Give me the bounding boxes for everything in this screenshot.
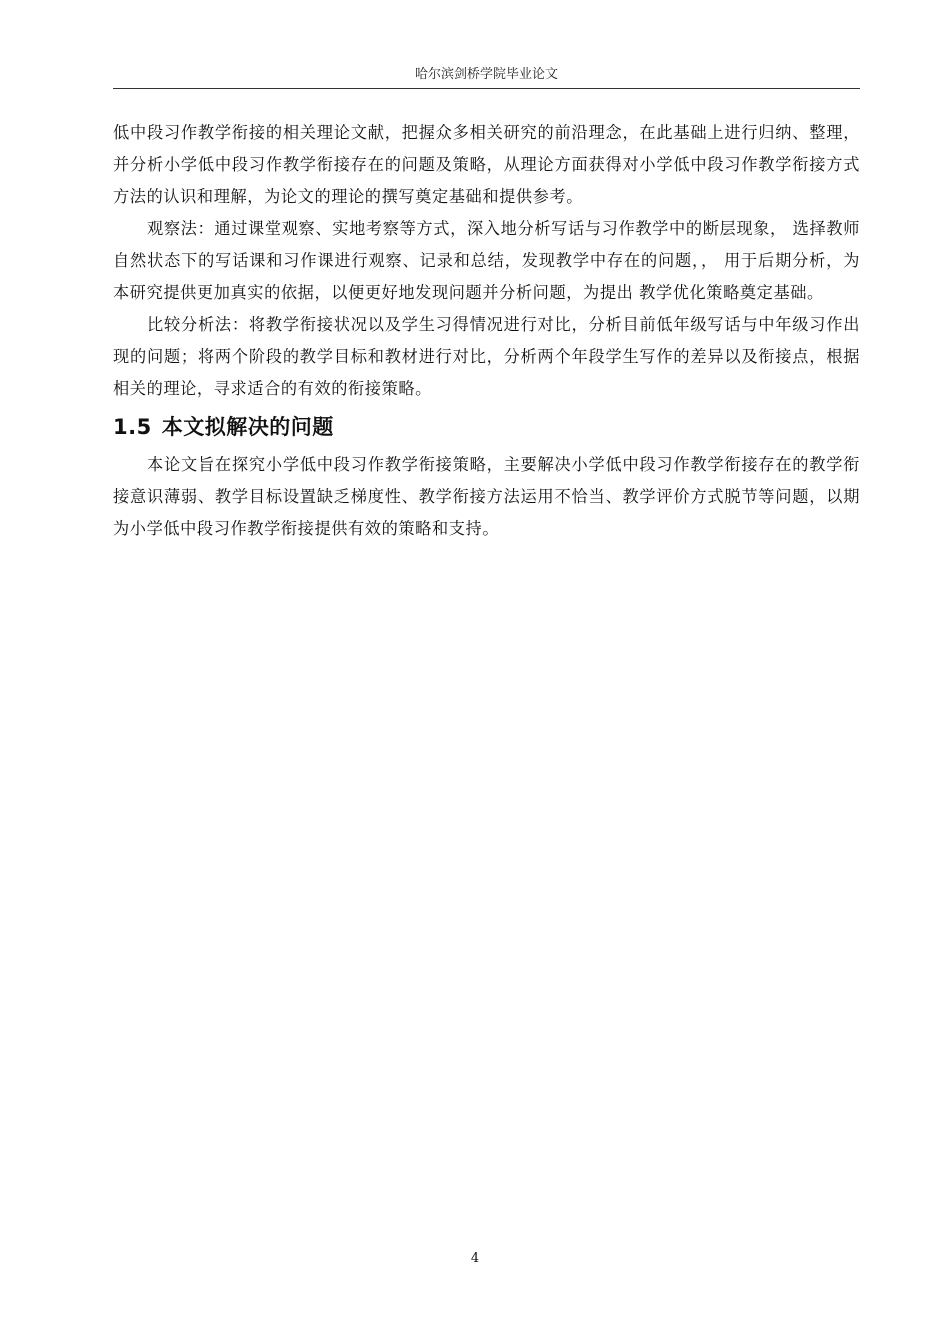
section-number: 1.5 — [113, 415, 152, 439]
paragraph-observation-method: 观察法：通过课堂观察、实地考察等方式，深入地分析写话与习作教学中的断层现象， 选择教师自然状态下的写话课和习作课进行观察、记录和总结，发现教学中存在的问题，， 用于后期分析，为本研究提供更加真实的依据，以便更好地发现问题并分析问题，为提出 教学优化策略奠定基础。 — [113, 219, 860, 302]
running-header: 哈尔滨剑桥学院毕业论文 — [414, 67, 558, 82]
body-content — [113, 117, 860, 545]
paragraph-literature-continuation: 低中段习作教学衔接的相关理论文献，把握众多相关研究的前沿理念，在此基础上进行归纳、整理，并分析小学低中段习作教学衔接存在的问题及策略，从理论方面获得对小学低中段习作教学衔接方式方法的认识和理解，为论文的理论的撰写奠定基础和提供参考。 — [113, 123, 860, 206]
paragraph-problems-to-solve: 本论文旨在探究小学低中段习作教学衔接策略，主要解决小学低中段习作教学衔接存在的教学衔接意识薄弱、教学目标设置缺乏梯度性、教学衔接方法运用不恰当、教学评价方式脱节等问题，以期为小学低中段习作教学衔接提供有效的策略和支持。 — [113, 455, 860, 538]
page-number: 4 — [470, 1251, 480, 1266]
section-title: 本文拟解决的问题 — [161, 415, 334, 439]
section-heading — [113, 405, 860, 449]
paragraph-comparison-method: 比较分析法：将教学衔接状况以及学生习得情况进行对比，分析目前低年级写话与中年级习作出现的问题；将两个阶段的教学目标和教材进行对比，分析两个年段学生写作的差异以及衔接点，根据相关的理论，寻求适合的有效的衔接策略。 — [113, 315, 860, 398]
header-divider — [113, 88, 860, 89]
